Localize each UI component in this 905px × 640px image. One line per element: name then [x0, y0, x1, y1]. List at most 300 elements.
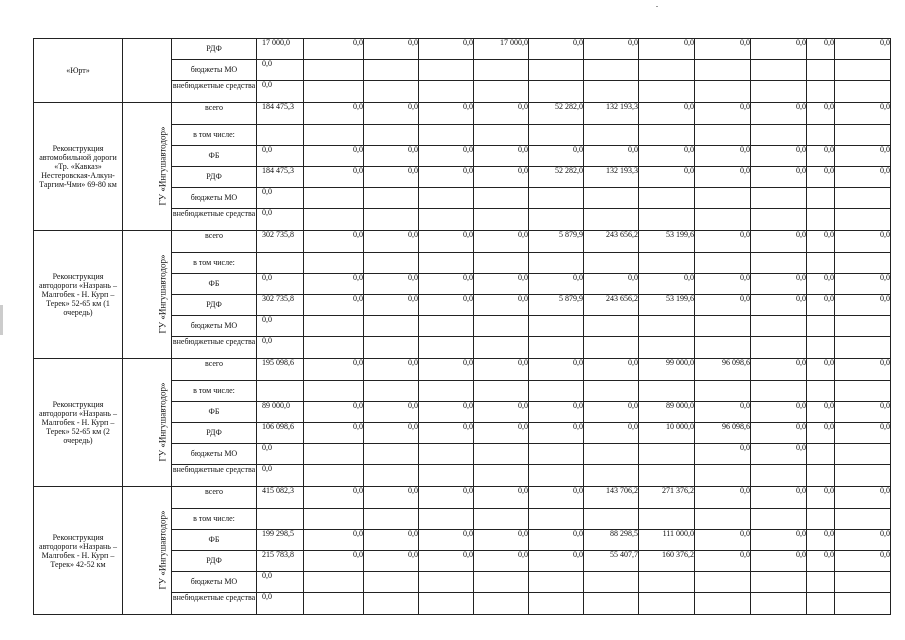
table-cell	[584, 188, 639, 209]
table-cell: 0,0	[835, 295, 891, 316]
table-cell: 0,0	[807, 423, 835, 444]
table-cell: 0,0	[529, 487, 584, 509]
table-cell	[474, 465, 529, 487]
table-cell: 0,0	[419, 167, 474, 188]
table-cell: 0,0	[364, 530, 419, 551]
table-cell	[695, 509, 751, 530]
table-cell: 53 199,6	[639, 295, 695, 316]
table-cell	[835, 465, 891, 487]
table-cell: 0,0	[474, 231, 529, 253]
table-cell: 10 000,0	[639, 423, 695, 444]
executor-label: ГУ «Ингушавтодор»	[157, 382, 168, 462]
table-cell: 0,0	[474, 359, 529, 381]
table-cell	[807, 572, 835, 593]
table-cell: 0,0	[474, 530, 529, 551]
table-cell	[529, 509, 584, 530]
table-cell: 302 735,8	[257, 295, 304, 316]
table-cell: 0,0	[364, 231, 419, 253]
table-cell	[751, 465, 807, 487]
table-row	[34, 39, 891, 60]
table-cell	[529, 253, 584, 274]
table-cell	[835, 125, 891, 146]
executor-cell	[123, 103, 172, 231]
table-cell: 0,0	[474, 423, 529, 444]
table-cell	[835, 509, 891, 530]
table-cell	[835, 381, 891, 402]
table-cell: 0,0	[807, 103, 835, 125]
table-cell	[474, 81, 529, 103]
table-cell: 0,0	[257, 274, 304, 295]
table-cell: 0,0	[751, 359, 807, 381]
table-cell: 0,0	[639, 39, 695, 60]
table-cell	[529, 593, 584, 615]
table-cell	[257, 381, 304, 402]
table-cell	[474, 337, 529, 359]
table-cell: 0,0	[304, 551, 364, 572]
table-cell	[419, 81, 474, 103]
table-cell: 0,0	[364, 295, 419, 316]
table-cell: 0,0	[474, 402, 529, 423]
table-cell: 0,0	[584, 423, 639, 444]
table-cell: 0,0	[835, 359, 891, 381]
table-cell: 0,0	[584, 146, 639, 167]
row-label-total: всего	[172, 359, 257, 381]
table-cell: 0,0	[695, 530, 751, 551]
table-cell: 0,0	[807, 274, 835, 295]
row-label-rdf: РДФ	[172, 551, 257, 572]
table-cell: 0,0	[751, 295, 807, 316]
table-cell: 0,0	[807, 231, 835, 253]
table-cell	[695, 209, 751, 231]
table-cell	[304, 253, 364, 274]
table-cell: 0,0	[364, 551, 419, 572]
table-cell: 0,0	[751, 39, 807, 60]
row-label-fb: ФБ	[172, 274, 257, 295]
row-label-total: всего	[172, 103, 257, 125]
table-cell: 0,0	[257, 209, 304, 231]
table-cell	[751, 188, 807, 209]
table-cell	[751, 593, 807, 615]
table-cell: 0,0	[257, 146, 304, 167]
table-cell: 0,0	[529, 530, 584, 551]
table-cell	[835, 209, 891, 231]
table-cell: 0,0	[419, 231, 474, 253]
table-cell: 415 082,3	[257, 487, 304, 509]
table-cell	[584, 337, 639, 359]
table-cell: 0,0	[584, 274, 639, 295]
table-cell	[419, 465, 474, 487]
row-label-rdf: РДФ	[172, 39, 257, 60]
table-cell: 0,0	[835, 231, 891, 253]
table-cell: 0,0	[257, 444, 304, 465]
table-cell: 0,0	[807, 487, 835, 509]
table-cell	[751, 572, 807, 593]
table-cell: 0,0	[529, 146, 584, 167]
table-cell	[751, 381, 807, 402]
table-cell	[807, 60, 835, 81]
table-cell	[584, 125, 639, 146]
table-cell	[751, 81, 807, 103]
table-cell	[639, 572, 695, 593]
table-cell	[807, 253, 835, 274]
table-cell: 0,0	[304, 402, 364, 423]
table-cell: 0,0	[304, 530, 364, 551]
table-cell	[364, 465, 419, 487]
table-cell	[835, 572, 891, 593]
table-cell: 0,0	[695, 103, 751, 125]
table-cell: 0,0	[364, 402, 419, 423]
table-cell: 184 475,3	[257, 167, 304, 188]
table-cell: 0,0	[257, 188, 304, 209]
table-cell	[364, 381, 419, 402]
table-cell	[751, 253, 807, 274]
table-cell: 132 193,3	[584, 167, 639, 188]
table-cell	[695, 465, 751, 487]
table-cell	[419, 444, 474, 465]
table-cell: 271 376,2	[639, 487, 695, 509]
table-cell: 0,0	[695, 231, 751, 253]
table-cell	[474, 444, 529, 465]
table-cell	[419, 316, 474, 337]
row-label-total: всего	[172, 487, 257, 509]
table-cell	[807, 316, 835, 337]
table-cell: 0,0	[584, 402, 639, 423]
table-cell: 0,0	[695, 274, 751, 295]
table-cell	[584, 509, 639, 530]
table-cell: 0,0	[695, 146, 751, 167]
table-cell	[751, 316, 807, 337]
table-cell: 0,0	[474, 295, 529, 316]
table-cell	[419, 593, 474, 615]
table-cell	[474, 253, 529, 274]
table-cell	[835, 60, 891, 81]
table-cell	[419, 60, 474, 81]
funding-table	[33, 38, 891, 615]
table-cell: 0,0	[419, 551, 474, 572]
table-cell	[529, 81, 584, 103]
row-label-rdf: РДФ	[172, 167, 257, 188]
table-cell	[419, 572, 474, 593]
table-cell: 0,0	[419, 274, 474, 295]
table-cell	[639, 209, 695, 231]
table-cell	[529, 188, 584, 209]
row-label-mo: бюджеты МО	[172, 316, 257, 337]
table-cell: 184 475,3	[257, 103, 304, 125]
table-cell: 0,0	[807, 530, 835, 551]
table-cell	[529, 125, 584, 146]
table-cell	[835, 337, 891, 359]
table-cell: 143 706,2	[584, 487, 639, 509]
table-row	[34, 103, 891, 125]
table-cell	[304, 593, 364, 615]
table-cell: 0,0	[639, 167, 695, 188]
table-cell: 0,0	[304, 146, 364, 167]
table-cell: 0,0	[529, 39, 584, 60]
table-cell: 0,0	[835, 103, 891, 125]
table-cell: 0,0	[835, 423, 891, 444]
row-label-vneb: внебюджетные средства	[172, 337, 257, 359]
table-cell: 0,0	[257, 316, 304, 337]
table-cell: 17 000,0	[474, 39, 529, 60]
table-cell	[474, 381, 529, 402]
table-cell: 0,0	[639, 103, 695, 125]
table-cell: 0,0	[835, 551, 891, 572]
table-cell: 5 879,9	[529, 231, 584, 253]
table-cell: 55 407,7	[584, 551, 639, 572]
executor-cell	[123, 231, 172, 359]
table-cell	[695, 593, 751, 615]
table-cell: 0,0	[835, 146, 891, 167]
table-cell: 0,0	[751, 444, 807, 465]
table-cell	[364, 337, 419, 359]
row-label-vneb: внебюджетные средства	[172, 209, 257, 231]
table-cell	[304, 188, 364, 209]
row-label-mo: бюджеты МО	[172, 572, 257, 593]
table-cell: 0,0	[751, 530, 807, 551]
scan-mark	[0, 305, 3, 335]
table-cell: 0,0	[419, 146, 474, 167]
table-cell: 0,0	[751, 167, 807, 188]
table-cell: 0,0	[257, 465, 304, 487]
table-cell	[364, 572, 419, 593]
row-label-mo: бюджеты МО	[172, 60, 257, 81]
table-cell: 0,0	[364, 146, 419, 167]
table-cell: 89 000,0	[257, 402, 304, 423]
table-cell	[529, 572, 584, 593]
table-cell	[835, 444, 891, 465]
table-cell: 0,0	[529, 274, 584, 295]
table-cell: 0,0	[807, 39, 835, 60]
table-body	[34, 39, 891, 615]
table-cell: 0,0	[364, 167, 419, 188]
table-cell	[364, 188, 419, 209]
table-cell: 0,0	[257, 81, 304, 103]
table-cell: 0,0	[695, 551, 751, 572]
table-cell	[529, 381, 584, 402]
table-cell: 0,0	[639, 146, 695, 167]
table-cell: 96 098,6	[695, 423, 751, 444]
table-cell	[364, 81, 419, 103]
table-cell: 0,0	[364, 274, 419, 295]
table-cell: 0,0	[835, 274, 891, 295]
table-cell	[419, 253, 474, 274]
table-cell	[695, 125, 751, 146]
table-cell	[474, 593, 529, 615]
table-cell	[529, 465, 584, 487]
table-cell	[695, 60, 751, 81]
table-cell: 215 783,8	[257, 551, 304, 572]
table-cell: 0,0	[304, 274, 364, 295]
table-cell	[807, 125, 835, 146]
table-cell	[835, 253, 891, 274]
table-cell: 0,0	[695, 444, 751, 465]
table-cell	[584, 444, 639, 465]
table-cell	[639, 444, 695, 465]
table-cell: 0,0	[257, 337, 304, 359]
table-cell	[584, 593, 639, 615]
table-cell	[364, 60, 419, 81]
table-cell: 0,0	[304, 103, 364, 125]
row-label-fb: ФБ	[172, 402, 257, 423]
table-cell	[639, 60, 695, 81]
executor-cell	[123, 39, 172, 103]
table-cell	[529, 337, 584, 359]
table-cell: 0,0	[807, 167, 835, 188]
table-cell: 0,0	[695, 487, 751, 509]
table-cell: 195 098,6	[257, 359, 304, 381]
table-cell: 0,0	[364, 39, 419, 60]
table-cell	[751, 209, 807, 231]
table-cell: 111 000,0	[639, 530, 695, 551]
table-cell	[584, 253, 639, 274]
table-cell	[807, 465, 835, 487]
table-cell: 99 000,0	[639, 359, 695, 381]
table-cell	[304, 444, 364, 465]
executor-label: ГУ «Ингушавтодор»	[157, 254, 168, 334]
project-name-cell: «Юрт»	[34, 39, 123, 103]
table-cell	[304, 81, 364, 103]
table-cell: 0,0	[419, 359, 474, 381]
table-cell	[807, 209, 835, 231]
table-cell: 0,0	[474, 103, 529, 125]
table-cell	[807, 188, 835, 209]
table-cell	[529, 60, 584, 81]
table-cell	[364, 316, 419, 337]
table-cell	[695, 572, 751, 593]
table-cell	[751, 337, 807, 359]
executor-label: ГУ «Ингушавтодор»	[157, 126, 168, 206]
table-cell	[584, 381, 639, 402]
table-cell: 0,0	[419, 295, 474, 316]
table-cell	[257, 509, 304, 530]
table-cell: 0,0	[807, 295, 835, 316]
table-cell	[639, 253, 695, 274]
table-cell: 0,0	[529, 551, 584, 572]
table-cell	[584, 465, 639, 487]
table-cell: 0,0	[751, 551, 807, 572]
table-cell: 0,0	[835, 487, 891, 509]
table-cell: 0,0	[807, 359, 835, 381]
table-cell	[474, 125, 529, 146]
table-cell: 0,0	[529, 423, 584, 444]
table-cell: 0,0	[257, 572, 304, 593]
table-cell: 0,0	[419, 39, 474, 60]
table-cell	[304, 125, 364, 146]
table-cell: 52 282,0	[529, 167, 584, 188]
table-cell: 0,0	[751, 274, 807, 295]
table-cell: 0,0	[419, 487, 474, 509]
project-name-cell: Реконструкция автодороги «Назрань – Малгобек - Н. Курп – Терек» 52-65 км (1 очередь)	[34, 231, 123, 359]
table-cell: 0,0	[364, 359, 419, 381]
table-cell	[529, 209, 584, 231]
table-cell	[751, 125, 807, 146]
table-cell: 0,0	[304, 231, 364, 253]
table-cell: 0,0	[304, 423, 364, 444]
row-label-total: всего	[172, 231, 257, 253]
table-cell	[304, 337, 364, 359]
table-cell	[639, 593, 695, 615]
table-cell	[474, 509, 529, 530]
executor-label: ГУ «Ингушавтодор»	[157, 510, 168, 590]
table-cell	[364, 253, 419, 274]
table-row	[34, 231, 891, 253]
table-cell	[807, 337, 835, 359]
table-cell: 243 656,2	[584, 295, 639, 316]
table-cell	[304, 465, 364, 487]
row-label-fb: ФБ	[172, 530, 257, 551]
table-cell: 0,0	[474, 487, 529, 509]
table-cell	[419, 509, 474, 530]
table-cell	[835, 81, 891, 103]
table-cell	[695, 316, 751, 337]
table-cell: 0,0	[304, 167, 364, 188]
table-cell	[835, 316, 891, 337]
row-label-including: в том числе:	[172, 381, 257, 402]
table-cell	[419, 381, 474, 402]
table-row	[34, 359, 891, 381]
table-cell: 0,0	[529, 402, 584, 423]
table-cell	[751, 509, 807, 530]
table-cell	[639, 509, 695, 530]
table-cell	[835, 188, 891, 209]
table-cell: 0,0	[474, 146, 529, 167]
table-cell: 0,0	[257, 593, 304, 615]
table-cell: 0,0	[257, 60, 304, 81]
table-cell	[807, 593, 835, 615]
table-cell	[419, 188, 474, 209]
project-name-cell: Реконструкция автомобильной дороги «Тр. «Кавказ» Нестеровская-Алкун-Таргим-Чми» 69-80 км	[34, 103, 123, 231]
table-cell	[364, 125, 419, 146]
table-cell	[695, 253, 751, 274]
table-cell	[639, 125, 695, 146]
table-cell: 0,0	[751, 423, 807, 444]
table-cell: 0,0	[474, 274, 529, 295]
row-label-mo: бюджеты МО	[172, 444, 257, 465]
table-cell	[807, 81, 835, 103]
table-cell: 0,0	[639, 274, 695, 295]
table-cell	[807, 444, 835, 465]
table-cell	[304, 60, 364, 81]
table-cell: 0,0	[419, 402, 474, 423]
table-cell	[474, 209, 529, 231]
table-cell	[419, 209, 474, 231]
table-cell: 53 199,6	[639, 231, 695, 253]
table-cell: 0,0	[695, 402, 751, 423]
row-label-including: в том числе:	[172, 509, 257, 530]
table-cell: 0,0	[304, 487, 364, 509]
row-label-mo: бюджеты МО	[172, 188, 257, 209]
table-cell: 0,0	[419, 423, 474, 444]
table-cell	[364, 209, 419, 231]
table-cell: 0,0	[474, 551, 529, 572]
table-cell	[695, 81, 751, 103]
project-name-cell: Реконструкция автодороги «Назрань – Малгобек - Н. Курп – Терек» 52-65 км (2 очередь)	[34, 359, 123, 487]
table-cell: 88 298,5	[584, 530, 639, 551]
table-cell	[695, 337, 751, 359]
table-cell: 0,0	[807, 551, 835, 572]
table-cell: 0,0	[364, 423, 419, 444]
table-cell: 0,0	[695, 167, 751, 188]
table-cell: 0,0	[835, 167, 891, 188]
table-cell: 0,0	[695, 295, 751, 316]
executor-cell	[123, 359, 172, 487]
table-cell	[584, 60, 639, 81]
table-cell	[751, 60, 807, 81]
table-cell	[639, 316, 695, 337]
row-label-rdf: РДФ	[172, 295, 257, 316]
table-cell	[419, 125, 474, 146]
table-cell	[474, 316, 529, 337]
